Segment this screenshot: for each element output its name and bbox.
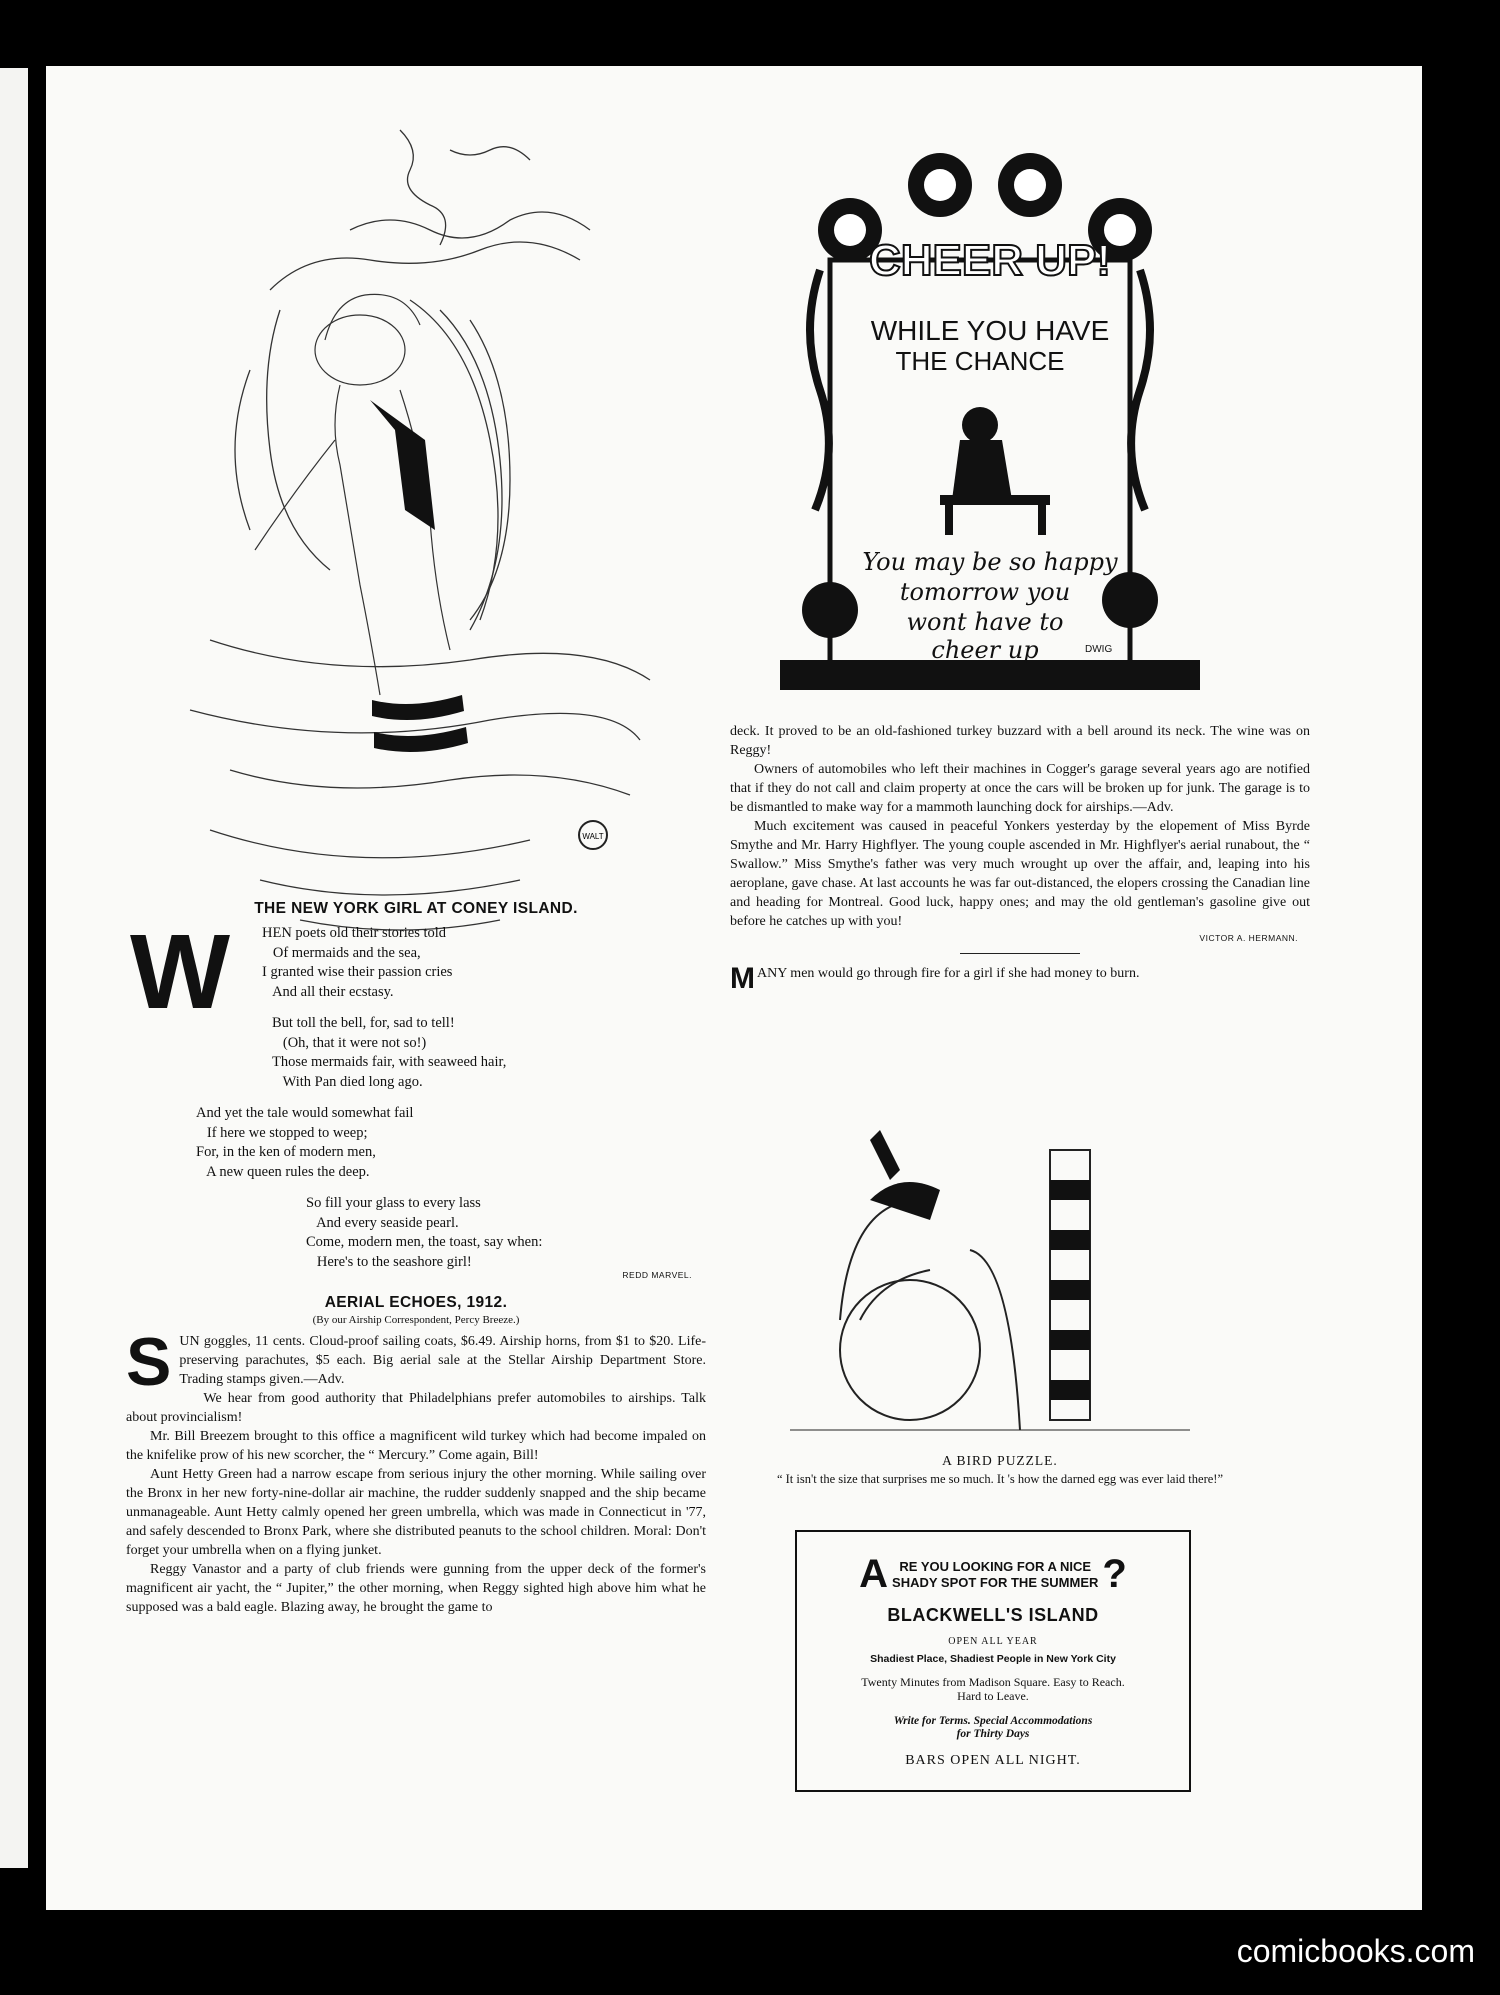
ad-headline — [797, 1552, 1189, 1597]
poem-line: Those mermaids fair, with seaweed hair, — [272, 1054, 507, 1070]
poem-line: So fill your glass to every lass — [306, 1195, 481, 1211]
poem-signature: REDD MARVEL. — [622, 1270, 692, 1280]
cheer-line2: THE CHANCE — [895, 346, 1065, 376]
ad-bars: BARS OPEN ALL NIGHT. — [905, 1753, 1081, 1768]
poem-body-continued — [126, 1104, 706, 1272]
poem-line: And yet the tale would somewhat fail — [196, 1105, 414, 1121]
poem-title: THE NEW YORK GIRL AT CONEY ISLAND. — [254, 900, 578, 917]
aerial-paragraph — [126, 1324, 706, 1400]
poem-drop-cap: W — [130, 913, 231, 1031]
watermark: comicbooks.com — [1236, 1933, 1475, 1969]
right-column — [730, 722, 1310, 995]
poem-line: If here we stopped to weep; — [196, 1124, 368, 1141]
ad-big-a: A — [859, 1552, 889, 1596]
ad-thirty-line: for Thirty Days — [956, 1728, 1030, 1740]
section-divider — [960, 953, 1080, 954]
blackwells-island-ad — [795, 1530, 1191, 1792]
poem-line: With Pan died long ago. — [272, 1073, 423, 1090]
bird-caption-title: A BIRD PUZZLE. — [942, 1453, 1058, 1468]
poem-line: A new queen rules the deep. — [196, 1163, 370, 1180]
cheer-body-line: cheer up — [931, 636, 1039, 664]
ad-twenty — [797, 1675, 1189, 1703]
poem-line: But toll the bell, for, sad to tell! — [272, 1015, 455, 1031]
joke-drop-cap: M — [730, 962, 755, 995]
cheer-artist: DWIG — [1085, 644, 1113, 655]
ad-write — [797, 1715, 1189, 1741]
ad-open: OPEN ALL YEAR — [948, 1636, 1038, 1647]
poem-body — [126, 913, 692, 1092]
ad-write-line: Write for Terms. Special Accommodations — [893, 1715, 1093, 1727]
poem-line: And every seaside pearl. — [306, 1214, 459, 1231]
aerial-paragraph-text: UN goggles, 11 cents. Cloud-proof sailing coats, $6.49. Airship horns, from $1 to $20. Life-preserving parachutes, $5 each. Big aerial sale at the Stellar Airship Department Store. Trading stamps given.—Adv. — [179, 1334, 706, 1387]
artist-monogram: WALT — [582, 832, 604, 841]
aerial-paragraph: We hear from good authority that Philadelphians prefer automobiles to airships. Talk about provincialism! — [126, 1391, 706, 1425]
ad-line2: SHADY SPOT FOR THE SUMMER — [892, 1574, 1099, 1590]
aerial-paragraph: Aunt Hetty Green had a narrow escape from serious injury the other morning. While sailing over the Bronx in her new forty-nine-dollar air machine, the rudder suddenly snapped and the ship became unmanageable. Aunt Hetty calmly opened her green umbrella, which was made in Connecticut in '77, and safely descended to Bronx Park, where she distributed peanuts to the school children. Moral: Don't forget your umbrella when on a flying junket. — [126, 1467, 706, 1558]
bird-caption — [770, 1453, 1230, 1487]
coney-island-illustration — [150, 110, 710, 970]
poem-line: For, in the ken of modern men, — [196, 1144, 376, 1160]
poem-stanza — [196, 1104, 706, 1182]
left-column — [126, 900, 706, 1617]
cheer-body-line: You may be so happy — [862, 548, 1118, 576]
aerial-signature: VICTOR A. HERMANN. — [1199, 933, 1298, 943]
ad-hard-line: Hard to Leave. — [957, 1689, 1029, 1703]
cheer-line1: WHILE YOU HAVE — [870, 315, 1110, 346]
aerial-drop-cap: S — [126, 1324, 172, 1400]
ad-big-question: ? — [1102, 1552, 1127, 1596]
aerial-paragraph: Much excitement was caused in peaceful Yonkers yesterday by the elopement of Miss Byrde Smythe and Mr. Harry Highflyer. The young couple ascended in Mr. Highflyer's aerial runabout, the “ Swallow.” Miss Smythe's father was very much wrought up over the affair, and, leaping into his aeroplane, gave chase. At last accounts he was far out-distanced, the elopers crossing the Canadian line and heading for Montreal. Good luck, happy ones; and may the old gentleman's gasoline give out before he catches up with you! — [730, 819, 1310, 929]
poem-line: Of mermaids and the sea, — [262, 944, 421, 961]
aerial-paragraph: Mr. Bill Breezem brought to this office a magnificent wild turkey which had become impaled on the knifelike prow of his new scorcher, the “ Mercury.” Come again, Bill! — [126, 1429, 706, 1463]
cheer-body-line: tomorrow you — [899, 578, 1071, 606]
poem-line: Come, modern men, the toast, say when: — [306, 1234, 543, 1250]
poem-stanza — [196, 1194, 706, 1272]
aerial-paragraph: deck. It proved to be an old-fashioned turkey buzzard with a bell around its neck. The wine was on Reggy! — [730, 724, 1310, 758]
seated-man-figure — [940, 407, 1050, 535]
ad-shadiest: Shadiest Place, Shadiest People in New York City — [870, 1653, 1116, 1665]
poem-line: I granted wise their passion cries — [262, 964, 453, 980]
bird-puzzle-illustration — [790, 1120, 1190, 1440]
ad-island-name: BLACKWELL'S ISLAND — [887, 1605, 1099, 1625]
ad-twenty-line: Twenty Minutes from Madison Square. Easy to Reach. — [861, 1675, 1125, 1689]
poem-stanza — [262, 1014, 692, 1092]
joke-text: ANY men would go through fire for a girl if she had money to burn. — [757, 966, 1140, 981]
cheer-body-line: wont have to — [906, 608, 1064, 636]
aerial-byline: (By our Airship Correspondent, Percy Breeze.) — [312, 1314, 520, 1326]
poem-line: (Oh, that it were not so!) — [272, 1034, 427, 1051]
poem-stanza — [262, 924, 692, 1002]
poem-line: And all their ecstasy. — [262, 983, 394, 1000]
previous-page-edge — [0, 68, 28, 1868]
cheer-title: CHEER UP! — [868, 236, 1112, 285]
aerial-paragraph: Owners of automobiles who left their machines in Cogger's garage several years ago are notified that if they do not call and claim property at once the cars will be broken up for junk. The garage is to be dismantled to make way for a mammoth launching dock for airships.—Adv. — [730, 762, 1310, 815]
ad-line1: RE YOU LOOKING FOR A NICE — [899, 1558, 1092, 1574]
poem-line: HEN poets old their stories told — [262, 925, 447, 941]
cheer-up-illustration — [780, 140, 1200, 700]
bird-caption-text: “ It isn't the size that surprises me so much. It 's how the darned egg was ever laid there!” — [776, 1472, 1224, 1486]
joke-paragraph — [730, 962, 1310, 995]
aerial-title: AERIAL ECHOES, 1912. — [324, 1294, 508, 1311]
poem-line: Here's to the seashore girl! — [306, 1253, 472, 1270]
aerial-paragraph: Reggy Vanastor and a party of club friends were gunning from the upper deck of the former's magnificent air yacht, the “ Jupiter,” the other morning, when Reggy sighted high above him what he supposed was a bald eagle. Blazing away, he brought the game to — [126, 1562, 706, 1615]
